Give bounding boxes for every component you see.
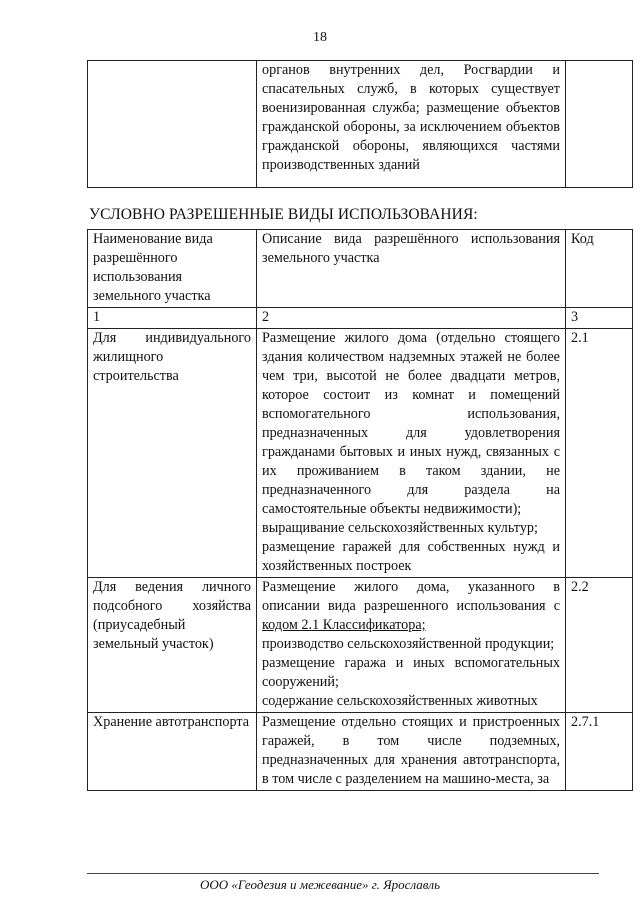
continuation-table [87,60,633,188]
table-cell [566,61,633,188]
conditional-uses-table [87,229,633,791]
table-header-row [88,230,633,308]
column-number: 2 [257,308,566,329]
use-description [257,713,566,791]
use-name: Для ведения личного подсобного хозяйства (приусадебный земельный участок) [88,578,257,713]
table-row [88,713,633,791]
use-description [257,329,566,578]
numbering-row [88,308,633,329]
classifier-code-link[interactable]: кодом 2.1 Классификатора; [262,617,426,633]
header-code: Код [566,230,633,308]
use-description [257,578,566,713]
use-name: Хранение автотранспорта [88,713,257,791]
description-paragraph: Размещение отдельно стоящих и пристроенных гаражей, в том числе подземных, предназначенных для хранения автотранспорта, в том числе с разделением на машино-места, за [262,714,560,787]
column-number: 3 [566,308,633,329]
header-name: Наименование вида разрешённого использования земельного участка [88,230,257,308]
page-number: 18 [313,30,327,45]
column-number: 1 [88,308,257,329]
use-code: 2.1 [566,329,633,578]
section-title: УСЛОВНО РАЗРЕШЕННЫЕ ВИДЫ ИСПОЛЬЗОВАНИЯ: [89,206,478,223]
continuation-text: органов внутренних дел, Росгвардии и спасательных служб, в которых существует военизированная служба; размещение объектов гражданской обороны, за исключением объектов гражданской обороны, являющихся частями производственных зданий [257,61,566,188]
description-paragraph: выращивание сельскохозяйственных культур; [262,520,538,536]
table-row [88,578,633,713]
footer: ООО «Геодезия и межевание» г. Ярославль [199,877,441,892]
footer-divider [87,873,599,874]
description-paragraph: размещение гаражей для собственных нужд и хозяйственных построек [262,539,560,574]
table-cell [88,61,257,188]
header-description: Описание вида разрешённого использования земельного участка [257,230,566,308]
description-paragraph: содержание сельскохозяйственных животных [262,693,538,709]
use-name: Для индивидуального жилищного строительства [88,329,257,578]
description-paragraph [262,578,560,635]
use-code: 2.7.1 [566,713,633,791]
table-row [88,329,633,578]
description-paragraph: Размещение жилого дома (отдельно стоящего здания количеством надземных этажей не более чем три, высотой не более двадцати метров, которое состоит из комнат и помещений вспомогательного использования, предназначенных для удовлетворения гражданами бытовых и иных нужд, связанных с их проживанием в таком здании, не предназначенного для раздела на самостоятельные объекты недвижимости); [262,330,560,517]
description-paragraph: производство сельскохозяйственной продукции; [262,636,555,652]
use-code: 2.2 [566,578,633,713]
description-paragraph: размещение гаража и иных вспомогательных сооружений; [262,655,560,690]
table-row [88,61,633,188]
description-lead: Размещение жилого дома, указанного в описании вида разрешенного использования с [262,579,560,614]
